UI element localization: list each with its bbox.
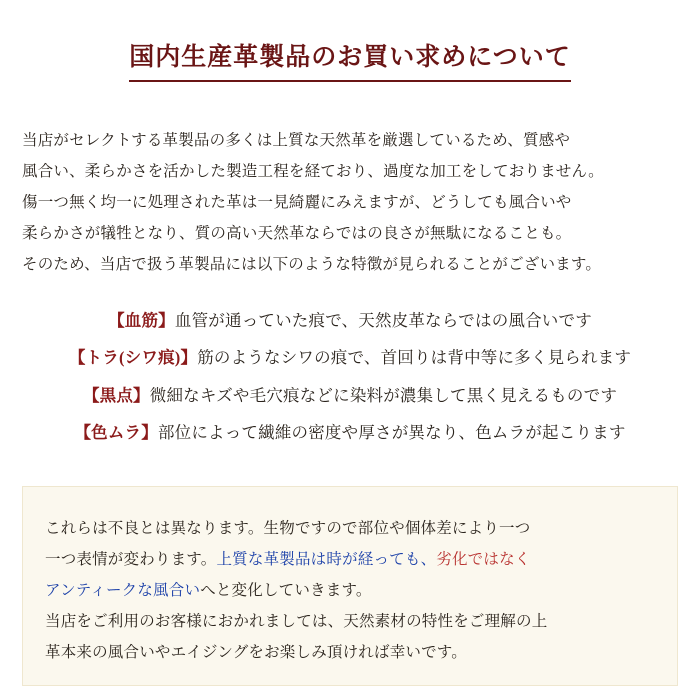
feature-tag: 【黒点】: [82, 385, 150, 405]
note-line-2-blue: 上質な革製品は時が経っても、: [216, 551, 437, 568]
feature-text: 微細なキズや毛穴痕などに染料が濃集して黒く見えるものです: [149, 385, 618, 405]
note-line-2-plain: 一つ表情が変わります。: [45, 551, 217, 568]
intro-line-4: 柔らかさが犠牲となり、質の高い天然革ならではの良さが無駄になることも。: [22, 224, 572, 242]
list-item: [0, 302, 700, 340]
feature-text: 筋のようなシワの痕で、首回りは背中等に多く見られます: [197, 348, 632, 368]
note-line-3-blue: アンティークな風合い: [45, 582, 201, 599]
list-item: [0, 377, 700, 415]
feature-text: 部位によって繊維の密度や厚さが異なり、色ムラが起こります: [157, 423, 626, 443]
note-box: [22, 486, 678, 686]
note-line-4: 当店をご利用のお客様におかれましては、天然素材の特性をご理解の上: [45, 613, 548, 630]
intro-line-2: 風合い、柔らかさを活かした製造工程を経ており、過度な加工をしておりません。: [22, 162, 604, 180]
list-item: [0, 414, 700, 452]
note-line-3-plain: へと変化していきます。: [200, 582, 372, 599]
page-title: 国内生産革製品のお買い求めについて: [129, 43, 571, 82]
note-line-2: [45, 544, 655, 575]
note-line-1: これらは不良とは異なります。生物ですので部位や個体差により一つ: [45, 520, 531, 537]
feature-tag: 【色ムラ】: [74, 423, 158, 443]
feature-tag: 【トラ(シワ痕)】: [68, 348, 198, 368]
intro-line-5: そのため、当店で扱う革製品には以下のような特徴が見られることがございます。: [22, 255, 602, 273]
feature-tag: 【血筋】: [108, 310, 175, 330]
title-section: [0, 0, 700, 99]
feature-text: 血管が通っていた痕で、天然皮革ならではの風合いです: [174, 310, 592, 330]
note-line-2-red: 劣化ではなく: [436, 551, 531, 568]
intro-line-3: 傷一つ無く均一に処理された革は一見綺麗にみえますが、どうしても風合いや: [22, 193, 572, 211]
list-item: [0, 339, 700, 377]
note-line-5: 革本来の風合いやエイジングをお楽しみ頂ければ幸いです。: [45, 644, 467, 661]
intro-line-1: 当店がセレクトする革製品の多くは上質な天然革を厳選しているため、質感や: [22, 131, 571, 149]
note-line-3: [45, 575, 655, 606]
feature-list: [0, 302, 700, 452]
intro-paragraph: [22, 125, 678, 280]
